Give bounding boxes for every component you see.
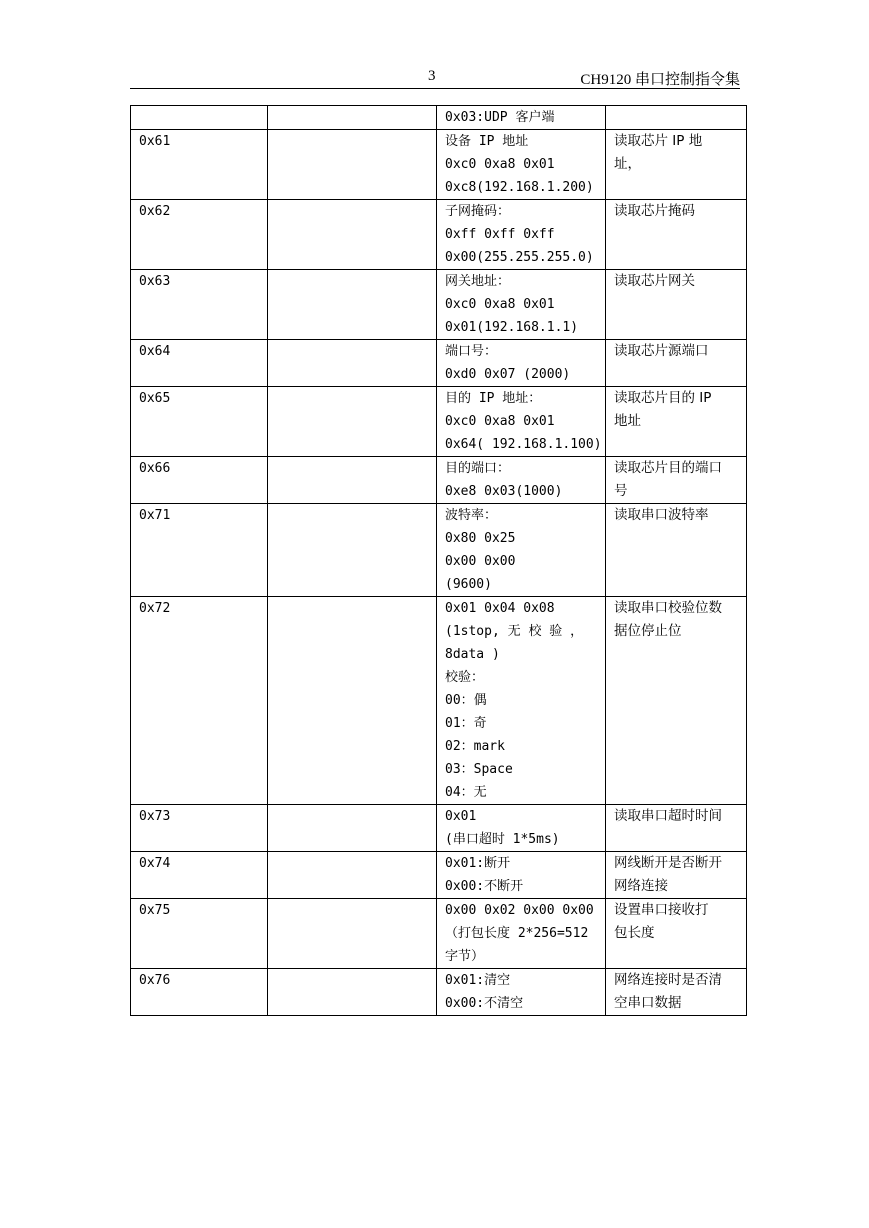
description-line: 号: [614, 483, 628, 499]
description-cell: [606, 130, 747, 200]
data-cell: [437, 805, 606, 852]
table-row: [131, 805, 747, 852]
parameter-cell: [268, 457, 437, 504]
parameter-cell: [268, 969, 437, 1016]
description-line: 空串口数据: [614, 995, 682, 1011]
parameter-cell: [268, 106, 437, 130]
data-line: 0x01: [445, 809, 477, 824]
description-line: 读取芯片网关: [614, 273, 695, 289]
description-line: 读取芯片目的端口: [614, 460, 722, 476]
data-line: (串口超时 1*5ms): [445, 832, 560, 847]
data-cell: [437, 387, 606, 457]
data-line: 0x64( 192.168.1.100): [445, 437, 602, 452]
data-line: 0x01(192.168.1.1): [445, 320, 579, 335]
command-code-cell: 0x66: [131, 457, 268, 504]
data-line: （打包长度 2*256=512: [445, 926, 589, 941]
data-line: 设备 IP 地址: [445, 134, 529, 149]
data-cell: [437, 106, 606, 130]
description-cell: [606, 270, 747, 340]
data-line: 0xc8(192.168.1.200): [445, 180, 594, 195]
data-cell: [437, 340, 606, 387]
command-code-cell: 0x73: [131, 805, 268, 852]
parameter-cell: [268, 852, 437, 899]
description-line: 网线断开是否断开: [614, 855, 722, 871]
data-line: 网关地址：: [445, 274, 511, 289]
parameter-cell: [268, 504, 437, 597]
description-line: 读取芯片 IP 地: [614, 133, 703, 149]
data-line: 0x00:不断开: [445, 879, 524, 894]
data-cell: [437, 597, 606, 805]
parameter-cell: [268, 340, 437, 387]
parameter-cell: [268, 130, 437, 200]
data-line: 0x00(255.255.255.0): [445, 250, 594, 265]
data-line: 0xc0 0xa8 0x01: [445, 157, 555, 172]
data-cell: [437, 270, 606, 340]
data-line: 00：偶: [445, 693, 487, 708]
data-line: 04：无: [445, 785, 487, 800]
data-line: 0x01:清空: [445, 973, 511, 988]
table-row: [131, 504, 747, 597]
description-cell: [606, 805, 747, 852]
description-cell: [606, 200, 747, 270]
table-row: [131, 597, 747, 805]
parameter-cell: [268, 597, 437, 805]
description-line: 据位停止位: [614, 623, 682, 639]
data-line: (1stop, 无 校 验 ，: [445, 624, 584, 639]
document-title: CH9120 串口控制指令集: [580, 72, 740, 88]
command-code-cell: 0x62: [131, 200, 268, 270]
data-cell: [437, 200, 606, 270]
command-code-cell: 0x71: [131, 504, 268, 597]
data-cell: [437, 899, 606, 969]
table-row: [131, 899, 747, 969]
data-line: 子网掩码：: [445, 204, 511, 219]
table-row: [131, 340, 747, 387]
description-cell: [606, 457, 747, 504]
description-line: 设置串口接收打: [614, 902, 709, 918]
data-line: 0x00 0x00: [445, 554, 516, 569]
table-row: [131, 200, 747, 270]
data-line: 0xd0 0x07 (2000): [445, 367, 571, 382]
description-line: 网络连接时是否清: [614, 972, 722, 988]
command-code-cell: 0x72: [131, 597, 268, 805]
command-code-cell: 0x63: [131, 270, 268, 340]
data-cell: [437, 457, 606, 504]
table-row: [131, 387, 747, 457]
command-code-cell: [131, 106, 268, 130]
data-line: 03：Space: [445, 762, 513, 777]
data-line: 0xc0 0xa8 0x01: [445, 297, 555, 312]
data-line: 校验：: [445, 670, 485, 685]
description-line: 网络连接: [614, 878, 668, 894]
description-line: 读取芯片源端口: [614, 343, 709, 359]
data-cell: [437, 852, 606, 899]
description-cell: [606, 504, 747, 597]
description-line: 址，: [614, 156, 641, 172]
command-code-cell: 0x64: [131, 340, 268, 387]
data-line: 0x80 0x25: [445, 531, 516, 546]
parameter-cell: [268, 200, 437, 270]
data-line: (9600): [445, 577, 492, 592]
data-line: 8data ): [445, 647, 500, 662]
page-number: 3: [428, 68, 436, 84]
description-line: 读取芯片目的 IP: [614, 390, 712, 406]
description-cell: [606, 899, 747, 969]
data-line: 端口号：: [445, 344, 498, 359]
table-row: [131, 969, 747, 1016]
description-line: 包长度: [614, 925, 655, 941]
table-row: [131, 130, 747, 200]
table-row: [131, 852, 747, 899]
parameter-cell: [268, 270, 437, 340]
command-code-cell: 0x61: [131, 130, 268, 200]
description-cell: [606, 969, 747, 1016]
data-line: 目的端口：: [445, 461, 511, 476]
data-line: 0xe8 0x03(1000): [445, 484, 563, 499]
description-line: 读取串口校验位数: [614, 600, 722, 616]
data-cell: [437, 504, 606, 597]
description-line: 地址: [614, 413, 641, 429]
description-line: 读取串口波特率: [614, 507, 709, 523]
data-line: 0x00 0x02 0x00 0x00: [445, 903, 594, 918]
command-table-body: [131, 106, 747, 1016]
parameter-cell: [268, 899, 437, 969]
description-cell: [606, 387, 747, 457]
data-cell: [437, 969, 606, 1016]
data-line: 0x01 0x04 0x08: [445, 601, 555, 616]
table-row: [131, 106, 747, 130]
parameter-cell: [268, 805, 437, 852]
data-line: 0xff 0xff 0xff: [445, 227, 555, 242]
data-line: 字节）: [445, 949, 485, 964]
description-cell: [606, 597, 747, 805]
command-code-cell: 0x76: [131, 969, 268, 1016]
description-line: 读取串口超时时间: [614, 808, 722, 824]
table-row: [131, 270, 747, 340]
command-code-cell: 0x65: [131, 387, 268, 457]
data-line: 0x00:不清空: [445, 996, 524, 1011]
data-line: 目的 IP 地址：: [445, 391, 542, 406]
description-cell: [606, 340, 747, 387]
command-table: [130, 105, 747, 1016]
data-line: 01：奇: [445, 716, 487, 731]
description-line: 读取芯片掩码: [614, 203, 695, 219]
page-header: [130, 64, 740, 89]
data-line: 0x03:UDP 客户端: [445, 110, 555, 125]
table-row: [131, 457, 747, 504]
description-cell: [606, 106, 747, 130]
description-cell: [606, 852, 747, 899]
data-line: 波特率：: [445, 508, 498, 523]
command-code-cell: 0x74: [131, 852, 268, 899]
data-cell: [437, 130, 606, 200]
parameter-cell: [268, 387, 437, 457]
data-line: 0xc0 0xa8 0x01: [445, 414, 555, 429]
data-line: 0x01:断开: [445, 856, 511, 871]
data-line: 02：mark: [445, 739, 505, 754]
command-code-cell: 0x75: [131, 899, 268, 969]
